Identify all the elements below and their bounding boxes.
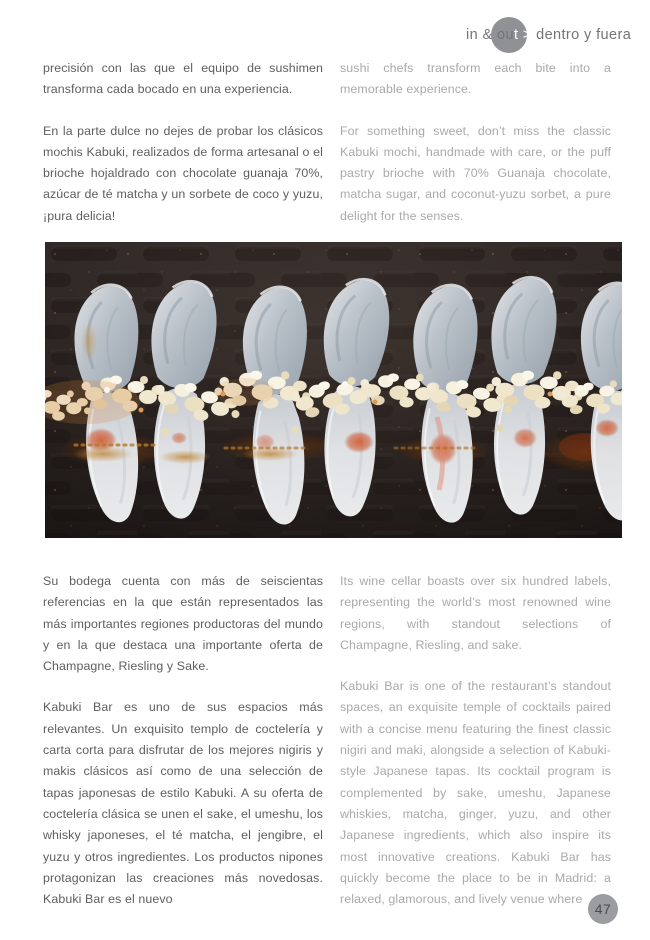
page-number: 47 (594, 901, 612, 917)
english-column-top (340, 58, 611, 227)
page-number-badge (588, 894, 618, 924)
paragraph-es: precisión con las que el equipo de sushimen transforma cada bocado en una experiencia. (43, 61, 323, 97)
magazine-logo (466, 18, 636, 52)
logo-text-right: dentro y fuera (536, 27, 632, 43)
dish-photo (45, 242, 622, 538)
logo-text-left: in & ou (466, 27, 514, 43)
logo-text-on-circle: t > (513, 27, 537, 43)
paragraph-es: Kabuki Bar es uno de sus espacios más relevantes. Un exquisito templo de coctelería y carta corta para disfrutar de los mejores nigiris y makis clásicos así como de una selección de tapas japonesas de estilo Kabuki. A su oferta de coctelería clásica se unen el sake, el umeshu, los whisky japoneses, el té matcha, el jengibre, el yuzu y otros ingredientes. Los productos nipones protagonizan las creaciones más novedosas. Kabuki Bar es el nuevo (43, 700, 323, 907)
paragraph-en: For something sweet, don’t miss the classic Kabuki mochi, handmade with care, or the puff pastry brioche with 70% Guanaja chocolate, matcha sugar, and coconut-yuzu sorbet, a pure delight for the senses. (340, 123, 611, 223)
english-column-bottom (340, 571, 611, 910)
paragraph-es: Su bodega cuenta con más de seiscientas referencias en la que están representados las más importantes regiones productoras del mundo y en la que destaca una importante oferta de Champagne, Riesling y Sake. (43, 574, 323, 674)
paragraph-es: En la parte dulce no dejes de probar los clásicos mochis Kabuki, realizados de forma artesanal o el brioche hojaldrado con chocolate guanaja 70%, azúcar de té matcha y un sorbete de coco y yuzu, ¡pura delicia! (43, 123, 323, 223)
paragraph-en: Its wine cellar boasts over six hundred labels, representing the world’s most renowned wine regions, with standout selections of Champagne, Riesling, and sake. (340, 574, 611, 652)
spanish-column-bottom (43, 571, 323, 910)
spanish-column-top (43, 58, 323, 227)
logo-text (466, 18, 636, 52)
dish-photo-illustration (45, 242, 622, 538)
paragraph-en: sushi chefs transform each bite into a memorable experience. (340, 61, 611, 97)
paragraph-en: Kabuki Bar is one of the restaurant’s standout spaces, an exquisite temple of cocktails paired with a concise menu featuring the finest classic nigiri and maki, alongside a selection of Kabuki-style Japanese tapas. Its cocktail program is complemented by sake, umeshu, Japanese whiskies, matcha, ginger, yuzu, and other Japanese ingredients, which also inspire its most innovative creations. Kabuki Bar has quickly become the place to be in Madrid: a relaxed, glamorous, and lively venue where (340, 679, 611, 907)
